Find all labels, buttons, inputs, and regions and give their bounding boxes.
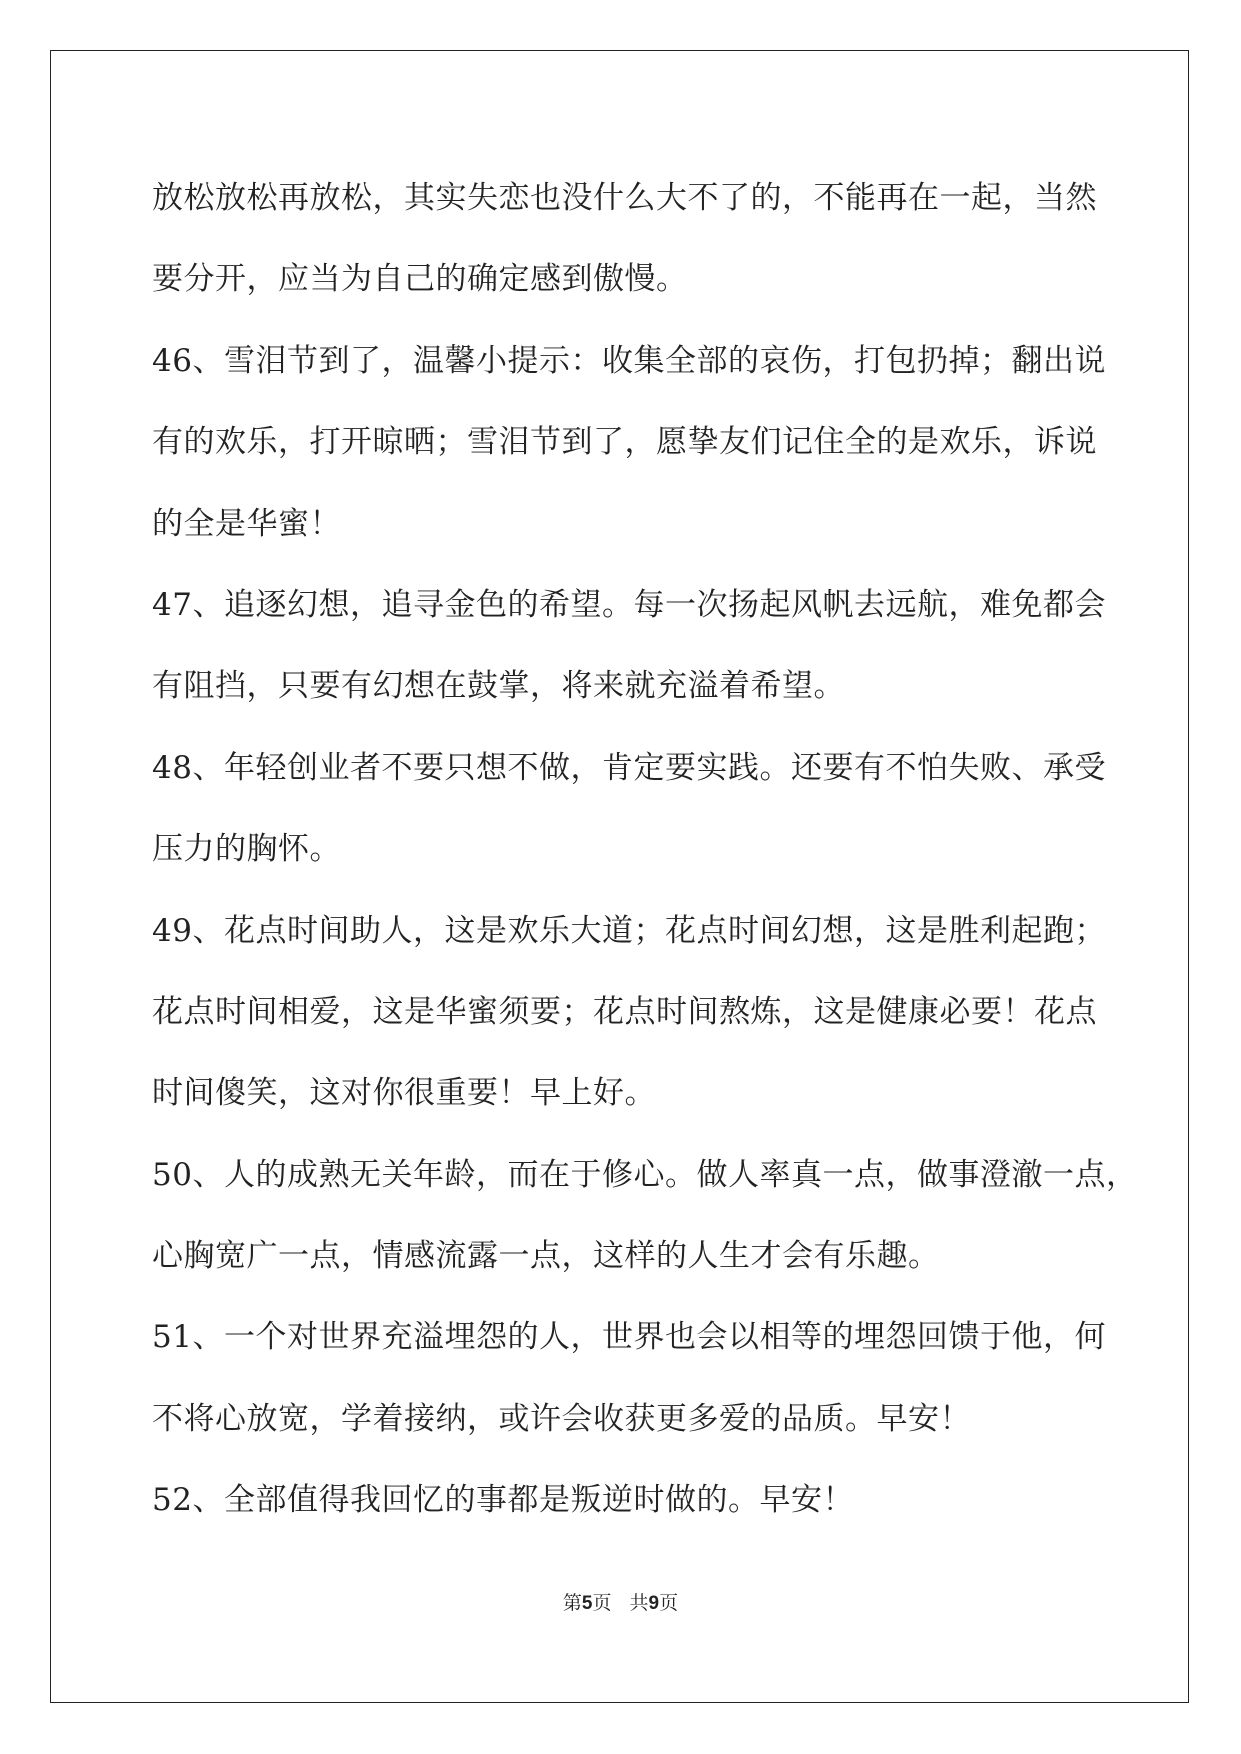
text-line: 有阻挡，只要有幻想在鼓掌，将来就充溢着希望。 [152,668,845,705]
page-number-prefix: 第 [562,1592,582,1614]
text-line: 放松放松再放松，其实失恋也没什么大不了的，不能再在一起，当然 [152,180,1097,216]
text-line: 要分开，应当为自己的确定感到傲慢。 [152,261,688,298]
text-line: 51、一个对世界充溢埋怨的人，世界也会以相等的埋怨回馈于他，何 [152,1319,1106,1356]
text-line: 47、追逐幻想，追寻金色的希望。每一次扬起风帆去远航，难免都会 [152,586,1106,623]
text-line: 不将心放宽，学着接纳，或许会收获更多爱的品质。早安！ [152,1400,971,1437]
text-line: 48、年轻创业者不要只想不做，肯定要实践。还要有不怕失败、承受 [152,749,1106,786]
text-line: 有的欢乐，打开晾晒；雪泪节到了，愿挚友们记住全的是欢乐，诉说 [152,424,1097,461]
text-line: 50、人的成熟无关年龄，而在于修心。做人率真一点，做事澄澈一点， [152,1156,1138,1193]
page-number-total: 9 [648,1593,660,1614]
page-total-suffix: 页 [659,1592,679,1614]
page-footer [0,1588,1241,1615]
text-line: 压力的胸怀。 [152,831,341,868]
document-body [152,158,1138,1542]
page-total-prefix: 共 [629,1592,649,1614]
text-line: 时间傻笑，这对你很重要！早上好。 [152,1075,656,1112]
text-line: 花点时间相爱，这是华蜜须要；花点时间熬炼，这是健康必要！花点 [152,993,1097,1030]
text-line: 49、花点时间助人，这是欢乐大道；花点时间幻想，这是胜利起跑； [152,912,1106,949]
page-number-suffix: 页 [592,1592,612,1614]
page-number-current: 5 [581,1593,593,1614]
text-line: 46、雪泪节到了，温馨小提示：收集全部的哀伤，打包扔掉；翻出说 [152,342,1106,379]
text-line: 的全是华蜜！ [152,505,341,542]
text-line: 52、全部值得我回忆的事都是叛逆时做的。早安！ [152,1482,854,1519]
text-line: 心胸宽广一点，情感流露一点，这样的人生才会有乐趣。 [152,1238,940,1275]
